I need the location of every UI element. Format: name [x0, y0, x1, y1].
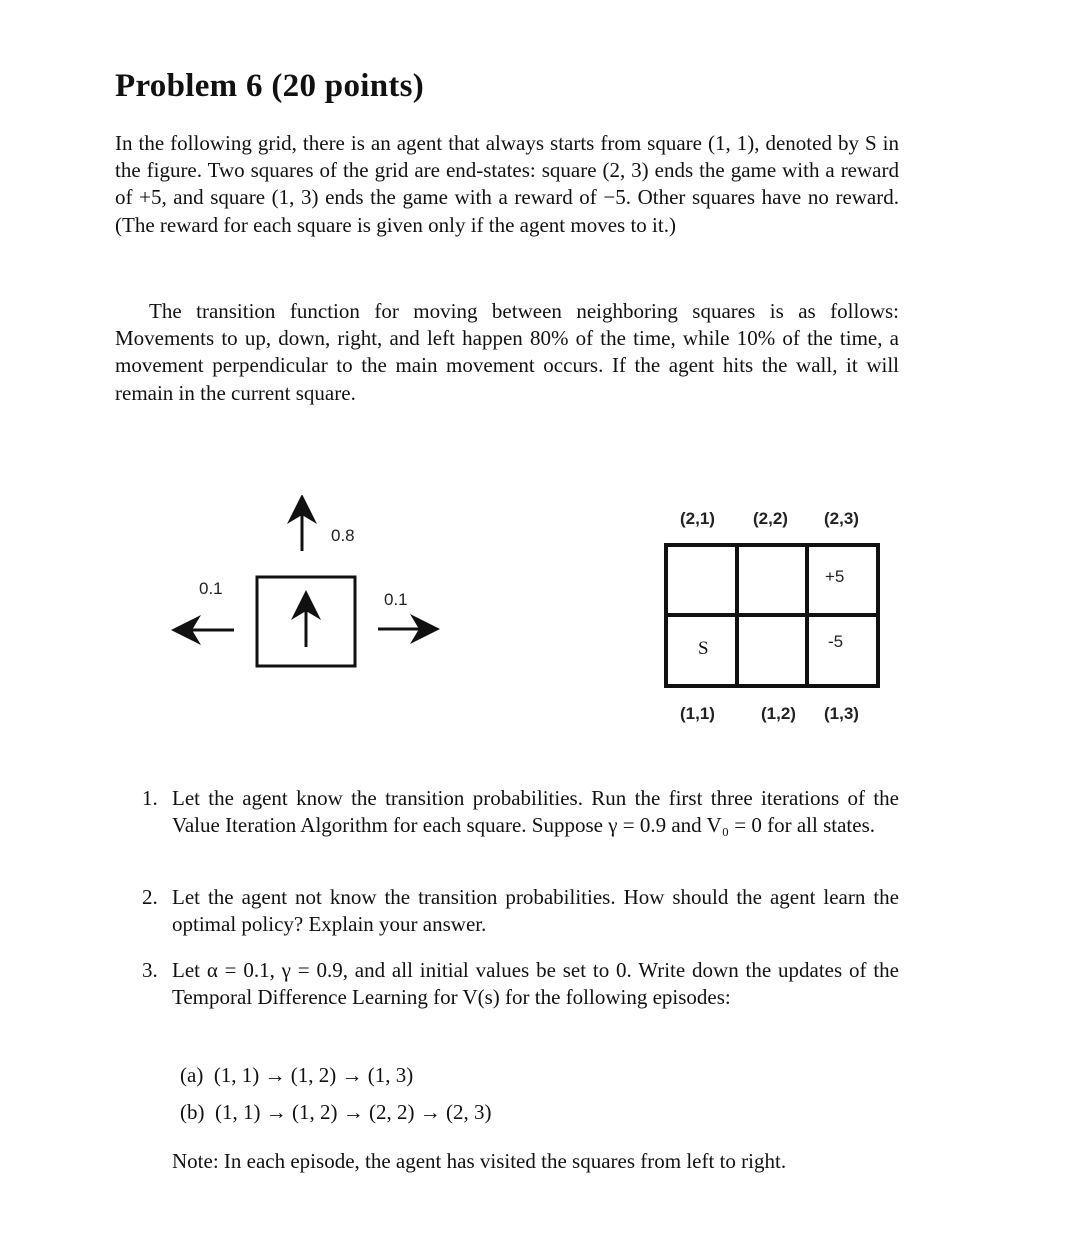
grid-label-1-3: (1,3)	[824, 704, 859, 723]
episode-path: (1, 1) → (1, 2) → (2, 2) → (2, 3)	[215, 1100, 492, 1124]
episode-label: (a)	[180, 1063, 204, 1087]
intro-paragraph: In the following grid, there is an agent that always starts from square (1, 1), denoted by S in the figure. Two squares of the grid are end-states: square (2, 3) ends the game with a reward of +5, and square (1, 3) ends the game with a reward of −5. Other squares have no reward. (The reward for each square is given only if the agent moves to it.)	[115, 131, 899, 237]
reward-positive: +5	[825, 567, 845, 586]
grid-label-2-1: (2,1)	[680, 509, 715, 528]
transition-paragraph: The transition function for moving between neighboring squares is as follows: Movements to up, down, right, and left happen 80% of the time, while 10% of the time, a movement perpendicular to the main movement occurs. If the agent hits the wall, it will remain in the current square.	[115, 299, 899, 405]
prob-right-label: 0.1	[384, 590, 408, 609]
question-text: Let α = 0.1, γ = 0.9, and all initial values be set to 0. Write down the updates of the Temporal Difference Learning for V(s) for the following episodes:	[172, 958, 899, 1010]
grid-label-2-3: (2,3)	[824, 509, 859, 528]
grid-label-1-2: (1,2)	[761, 704, 796, 723]
start-label: S	[698, 638, 709, 659]
question-text: Let the agent know the transition probabilities. Run the first three iterations of the Value Iteration Algorithm for each square. Suppose γ = 0.9 and V₀ = 0 for all states.	[172, 786, 899, 838]
grid-label-2-2: (2,2)	[753, 509, 788, 528]
question-1	[142, 785, 899, 839]
episode-label: (b)	[180, 1100, 205, 1124]
question-number: 2.	[142, 885, 158, 909]
question-2	[142, 884, 899, 938]
grid-label-1-1: (1,1)	[680, 704, 715, 723]
question-number: 1.	[142, 786, 158, 810]
episode-a	[180, 1063, 413, 1088]
reward-negative: -5	[828, 632, 844, 651]
question-number: 3.	[142, 958, 158, 982]
question-3	[142, 957, 899, 1011]
episode-path: (1, 1) → (1, 2) → (1, 3)	[213, 1063, 414, 1087]
question-text: Let the agent not know the transition probabilities. How should the agent learn the optimal policy? Explain your answer.	[172, 885, 899, 937]
problem-title: Problem 6 (20 points)	[115, 68, 425, 104]
prob-left-label: 0.1	[199, 579, 223, 598]
episode-b	[180, 1100, 491, 1125]
grid-svg	[664, 543, 882, 690]
note-text: Note: In each episode, the agent has visited the squares from left to right.	[172, 1149, 787, 1173]
prob-up-label: 0.8	[331, 526, 355, 545]
